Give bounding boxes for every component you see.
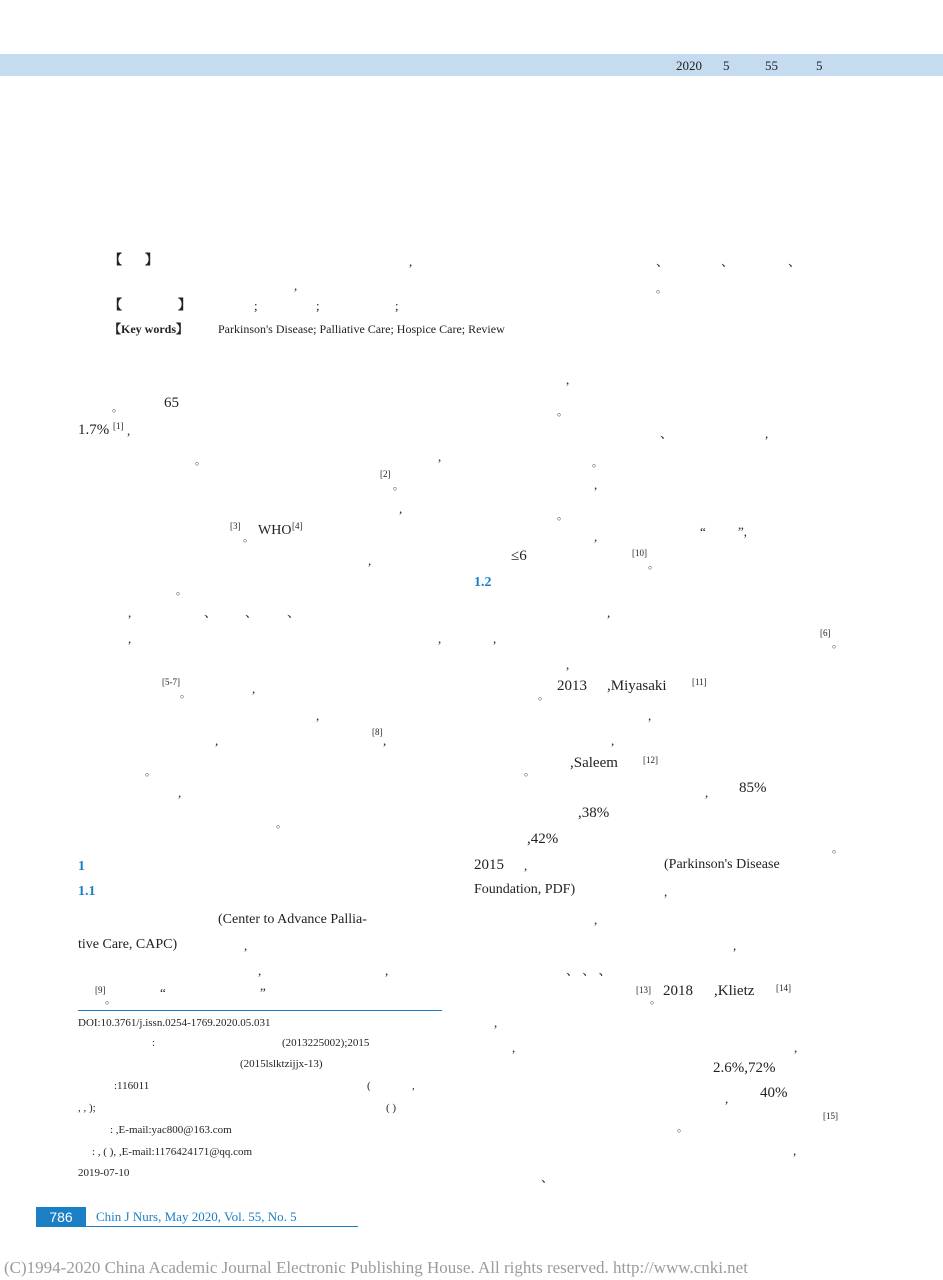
lc-comma-1: , [127, 423, 131, 438]
lc-quote-close: ” [260, 985, 266, 1000]
fn-paren: ( [367, 1080, 371, 1092]
rc-comma-4: , [594, 529, 598, 544]
header-bar [0, 54, 943, 76]
rc-comma-6: , [493, 631, 497, 646]
rc-ref-2: [6] [820, 628, 831, 638]
lc-ref-4: [4] [292, 521, 303, 531]
lc-comma-5: , [128, 605, 132, 620]
header-volume: 55 [765, 58, 778, 73]
lc-dot-6: 。 [180, 688, 191, 700]
rc-comma-16: , [512, 1040, 516, 1055]
keywords-cn-open: 【 [109, 297, 123, 312]
lc-comma-13: , [244, 938, 248, 953]
rc-comma-5: , [607, 605, 611, 620]
abstract-pause-3: 、 [788, 254, 802, 269]
rc-ref-7: [15] [823, 1111, 838, 1121]
abstract-bracket-open: 【 [109, 252, 123, 267]
rc-le6: ≤6 [511, 548, 527, 564]
rc-pauses: 、 、 、 [566, 963, 612, 978]
rc-year-2015: 2015 [474, 857, 504, 873]
lc-pause-2: 、 [245, 605, 259, 620]
rc-stats: 2.6%,72% [713, 1060, 776, 1076]
abstract-comma-2: , [294, 278, 298, 293]
footnote-rule [78, 1010, 442, 1011]
header-year: 2020 [676, 58, 702, 73]
keywords-cn-sep-1: ; [254, 298, 258, 313]
fn-fund-2: (2015lslktzijjx-13) [240, 1058, 323, 1070]
abstract-dot: 。 [656, 283, 667, 295]
rc-dot-5: 。 [832, 638, 843, 650]
rc-saleem: ,Saleem [570, 755, 618, 771]
rc-comma-19: , [793, 1143, 797, 1158]
lc-dot-8: 。 [276, 818, 287, 830]
lc-comma-10: , [215, 733, 219, 748]
keywords-en-text: Parkinson's Disease; Palliative Care; Hospice Care; Review [218, 322, 505, 336]
rc-comma-11: , [524, 858, 528, 873]
rc-38pct: ,38% [578, 805, 610, 821]
lc-comma-7: , [438, 631, 442, 646]
abstract-pause-1: 、 [656, 254, 670, 269]
lc-comma-2: , [438, 449, 442, 464]
abstract-comma-1: , [409, 254, 413, 269]
lc-dot-1: 。 [112, 402, 123, 414]
rc-dot-9: 。 [650, 994, 661, 1006]
lc-comma-4: , [368, 553, 372, 568]
fn-postal: :116011 [114, 1080, 150, 1092]
rc-klietz: ,Klietz [714, 983, 755, 999]
lc-ref-6: [8] [372, 727, 383, 737]
rc-comma-7: , [566, 657, 570, 672]
rc-dot-7: 。 [524, 766, 535, 778]
header-month: 5 [723, 58, 730, 73]
rc-42pct: ,42% [527, 831, 559, 847]
fn-fund-colon: : [152, 1037, 156, 1049]
lc-age: 65 [164, 395, 179, 411]
rc-comma-10: , [705, 785, 709, 800]
lc-dot-5: 。 [176, 585, 187, 597]
rc-year-2013: 2013 [557, 678, 587, 694]
lc-dot-4: 。 [243, 532, 254, 544]
rc-quote-close: ”, [738, 524, 748, 539]
rc-dot-4: 。 [648, 559, 659, 571]
rc-pdf-2: Foundation, PDF) [474, 882, 576, 897]
lc-comma-3: , [399, 501, 403, 516]
lc-capc-2: tive Care, CAPC) [78, 937, 178, 952]
rc-ref-1: [10] [632, 548, 647, 558]
lc-percent: 1.7% [78, 422, 110, 438]
rc-dot-3: 。 [557, 510, 568, 522]
lc-who: WHO [258, 523, 292, 538]
section-1-2-heading: 1.2 [474, 575, 492, 590]
lc-dot-9: 。 [105, 994, 116, 1006]
lc-comma-9: , [316, 708, 320, 723]
rc-comma-12: , [664, 884, 668, 899]
rc-pause-1: 、 [660, 426, 674, 441]
fn-email-1: : ,E-mail:yac800@163.com [110, 1124, 232, 1136]
header-issue: 5 [816, 58, 823, 73]
lc-ref-5: [5-7] [162, 677, 180, 687]
rc-85pct: 85% [739, 780, 767, 796]
fn-fund-1: (2013225002);2015 [282, 1037, 370, 1049]
rc-comma-8: , [648, 708, 652, 723]
abstract-pause-2: 、 [721, 254, 735, 269]
rc-40pct: 40% [760, 1085, 788, 1101]
keywords-cn-sep-3: ; [395, 298, 399, 313]
lc-ref-3: [3] [230, 521, 241, 531]
lc-quote-open: “ [160, 985, 166, 1000]
keywords-cn-sep-2: ; [316, 298, 320, 313]
rc-dot-8: 。 [832, 843, 843, 855]
lc-comma-8: , [252, 681, 256, 696]
rc-comma-14: , [733, 938, 737, 953]
lc-ref-2: [2] [380, 469, 391, 479]
rc-comma-13: , [594, 912, 598, 927]
lc-ref-1: [1] [113, 421, 124, 431]
rc-ref-4: [12] [643, 755, 658, 765]
rc-dot-1: 。 [557, 406, 568, 418]
rc-comma-1: , [566, 372, 570, 387]
rc-year-2018: 2018 [663, 983, 693, 999]
lc-dot-3: 。 [393, 480, 404, 492]
rc-pause-last: 、 [541, 1170, 555, 1185]
rc-pdf-1: (Parkinson's Disease [664, 857, 780, 872]
fn-affiliation: , , ); [78, 1102, 96, 1114]
rc-comma-18: , [725, 1091, 729, 1106]
rc-comma-17: , [794, 1040, 798, 1055]
journal-citation: Chin J Nurs, May 2020, Vol. 55, No. 5 [96, 1209, 297, 1224]
rc-ref-3: [11] [692, 677, 707, 687]
journal-rule [86, 1226, 358, 1227]
fn-date: 2019-07-10 [78, 1167, 130, 1179]
rc-ref-5: [13] [636, 985, 651, 995]
rc-dot-6: 。 [538, 690, 549, 702]
lc-ref-7: [9] [95, 985, 106, 995]
lc-comma-11: , [383, 733, 387, 748]
lc-pause-1: 、 [204, 605, 218, 620]
abstract-bracket-close: 】 [145, 252, 159, 267]
keywords-en-label: 【Key words】 [109, 322, 188, 336]
rc-dot-10: 。 [677, 1122, 688, 1134]
fn-doi: DOI:10.3761/j.issn.0254-1769.2020.05.031 [78, 1017, 271, 1029]
lc-pause-3: 、 [287, 605, 301, 620]
rc-comma-3: , [594, 477, 598, 492]
rc-comma-2: , [765, 426, 769, 441]
section-1-1-heading: 1.1 [78, 884, 96, 899]
section-1-heading: 1 [78, 859, 85, 874]
copyright-line: (C)1994-2020 China Academic Journal Electronic Publishing House. All rights reserved. http://www.cnki.net [4, 1258, 748, 1277]
page-number: 786 [49, 1209, 73, 1225]
fn-affiliation-2: ( ) [386, 1102, 397, 1114]
rc-comma-9: , [611, 733, 615, 748]
rc-comma-15: , [494, 1015, 498, 1030]
lc-capc-1: (Center to Advance Pallia- [218, 912, 367, 927]
rc-ref-6: [14] [776, 983, 791, 993]
fn-email-2: : , ( ), ,E-mail:1176424171@qq.com [92, 1146, 253, 1158]
lc-comma-6: , [128, 631, 132, 646]
lc-dot-2: 。 [195, 455, 206, 467]
rc-dot-2: 。 [592, 457, 603, 469]
rc-miyasaki: ,Miyasaki [607, 678, 667, 694]
fn-comma: , [412, 1080, 415, 1092]
lc-comma-12: , [178, 785, 182, 800]
lc-dot-7: 。 [145, 766, 156, 778]
lc-comma-15: , [385, 963, 389, 978]
lc-comma-14: , [258, 963, 262, 978]
keywords-cn-close: 】 [178, 297, 192, 312]
rc-quote-open: “ [700, 524, 706, 539]
